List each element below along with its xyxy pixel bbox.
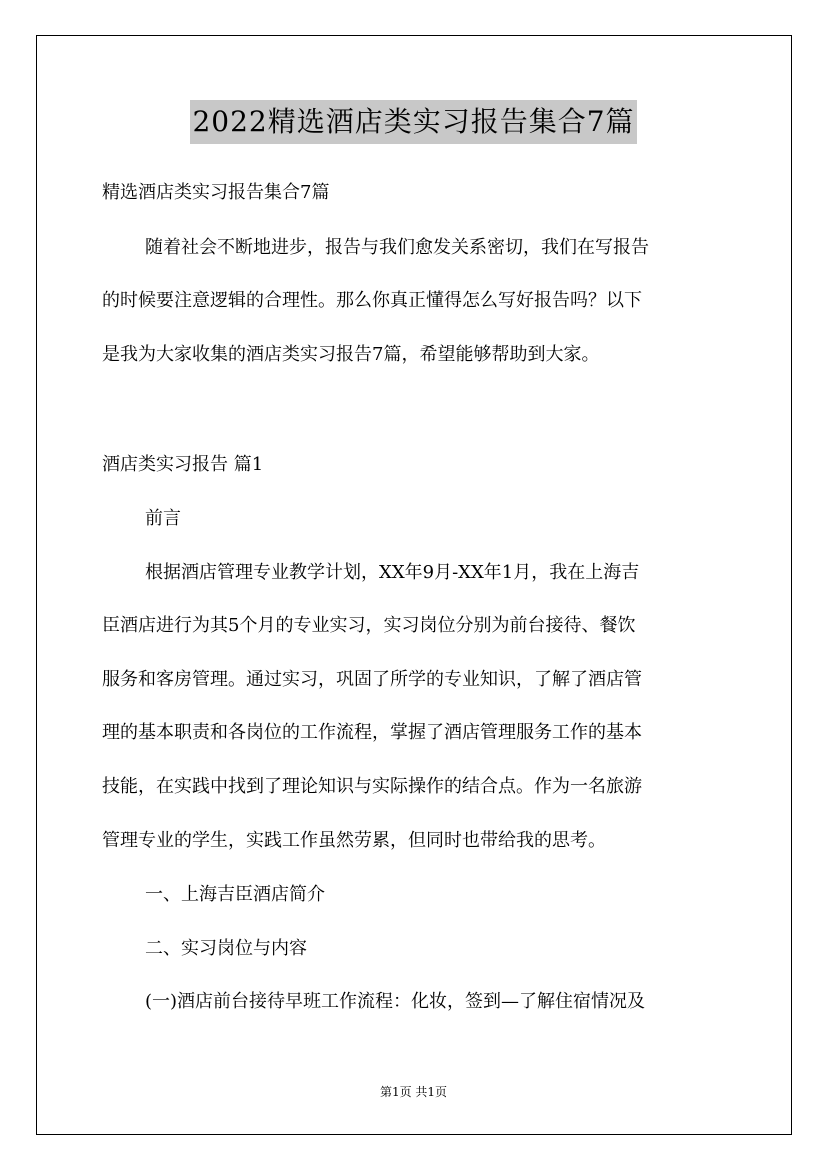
outline-item-3: (一)酒店前台接待早班工作流程：化妆，签到—了解住宿情况及 [145,991,646,1012]
preface-label: 前言 [145,508,181,529]
body-line-6: 管理专业的学生，实践工作虽然劳累，但同时也带给我的思考。 [102,830,606,851]
body-line-5: 技能，在实践中找到了理论知识与实际操作的结合点。作为一名旅游 [102,776,642,797]
body-line-2: 臣酒店进行为其5个月的专业实习，实习岗位分别为前台接待、餐饮 [102,615,636,636]
intro-line-3: 是我为大家收集的酒店类实习报告7篇，希望能够帮助到大家。 [102,344,600,365]
section-heading: 酒店类实习报告 篇1 [102,454,264,475]
body-line-1: 根据酒店管理专业教学计划，XX年9月-XX年1月，我在上海吉 [145,562,640,583]
body-line-4: 理的基本职责和各岗位的工作流程，掌握了酒店管理服务工作的基本 [102,722,642,743]
intro-line-2: 的时候要注意逻辑的合理性。那么你真正懂得怎么写好报告吗？以下 [102,290,642,311]
body-line-3: 服务和客房管理。通过实习，巩固了所学的专业知识，了解了酒店管 [102,669,642,690]
outline-item-1: 一、上海吉臣酒店简介 [145,884,325,905]
document-subtitle: 精选酒店类实习报告集合7篇 [102,182,330,203]
page-footer: 第1页 共1页 [379,1085,448,1099]
outline-item-2: 二、实习岗位与内容 [145,938,307,959]
intro-line-1: 随着社会不断地进步，报告与我们愈发关系密切，我们在写报告 [145,237,649,258]
document-title: 2022精选酒店类实习报告集合7篇 [0,100,827,144]
